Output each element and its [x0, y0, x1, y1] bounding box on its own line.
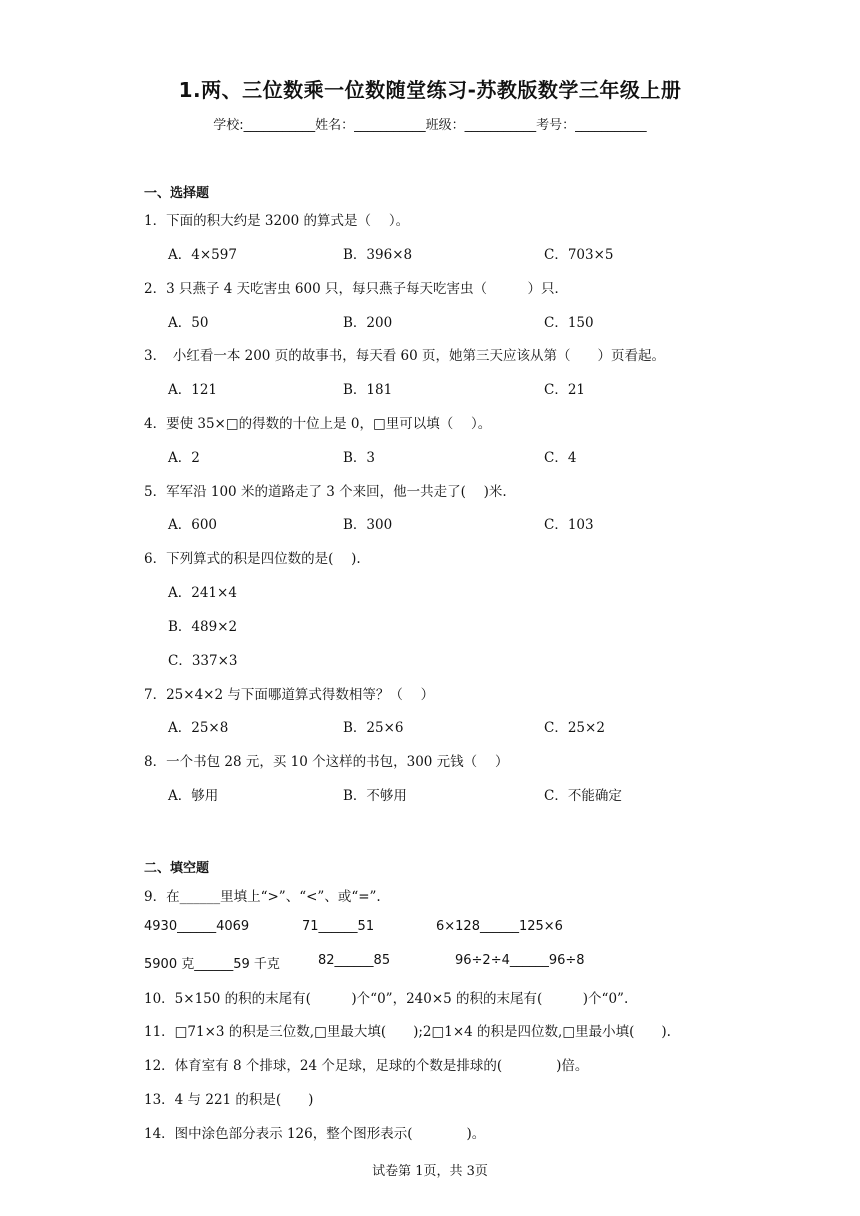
q2-option-b: B．200 [343, 315, 393, 331]
question-3: 3． 小红看一本 200 页的故事书，每天看 60 页，她第三天应该从第（ ）页看起。 [144, 348, 665, 364]
q3-option-c: C．21 [544, 382, 586, 398]
q6-option-c: C．337×3 [168, 653, 238, 669]
question-7: 7．25×4×2 与下面哪道算式得数相等？（ ） [144, 687, 435, 703]
q8-option-a: A．够用 [168, 788, 219, 804]
q5-option-c: C．103 [544, 517, 594, 533]
q9-compare-3: 6×128______125×6 [436, 919, 563, 934]
question-9: 9．在______里填上“>”、“<”、或“=”. [144, 889, 381, 905]
section-heading-fill: 二、填空题 [144, 861, 210, 876]
q2-option-a: A．50 [168, 315, 209, 331]
question-1: 1．下面的积大约是 3200 的算式是（ ）。 [144, 213, 410, 229]
q4-option-c: C．4 [544, 450, 577, 466]
section-heading-choice: 一、选择题 [144, 186, 210, 201]
q5-option-b: B．300 [343, 517, 393, 533]
q7-option-b: B．25×6 [343, 720, 404, 736]
q8-option-b: B．不够用 [343, 788, 407, 804]
q1-option-b: B．396×8 [343, 247, 413, 263]
q1-option-a: A．4×597 [168, 247, 237, 263]
question-12: 12．体育室有 8 个排球，24 个足球，足球的个数是排球的( )倍。 [144, 1058, 589, 1074]
question-10: 10．5×150 的积的末尾有( )个“0”，240×5 的积的末尾有( )个“0”. [144, 991, 629, 1007]
page-title: 1.两、三位数乘一位数随堂练习-苏教版数学三年级上册 [178, 78, 682, 102]
question-5: 5．军军沿 100 米的道路走了 3 个来回，他一共走了( )米. [144, 484, 507, 500]
q4-option-b: B．3 [343, 450, 376, 466]
q8-option-c: C．不能确定 [544, 788, 622, 804]
question-13: 13．4 与 221 的积是( ) [144, 1092, 314, 1108]
page-footer: 试卷第 1页，共 3页 [372, 1164, 488, 1179]
q9-compare-5: 82______85 [318, 953, 391, 968]
question-6: 6．下列算式的积是四位数的是( ). [144, 551, 361, 567]
q6-option-b: B．489×2 [168, 619, 238, 635]
student-info-line: 学校:___________姓名：___________班级：___________考号：___________ [213, 118, 647, 133]
question-14: 14．图中涂色部分表示 126，整个图形表示( )。 [144, 1126, 486, 1142]
q6-option-a: A．241×4 [168, 585, 237, 601]
question-8: 8．一个书包 28 元，买 10 个这样的书包，300 元钱（ ） [144, 754, 509, 770]
q5-option-a: A．600 [168, 517, 218, 533]
q9-compare-4: 5900 克______59 千克 [144, 957, 280, 972]
question-11: 11．□71×3 的积是三位数,□里最大填( );2□1×4 的积是四位数,□里最小填( ). [144, 1024, 671, 1040]
q3-option-b: B．181 [343, 382, 393, 398]
q7-option-c: C．25×2 [544, 720, 605, 736]
q3-option-a: A．121 [168, 382, 218, 398]
question-2: 2．3 只燕子 4 天吃害虫 600 只，每只燕子每天吃害虫（ ）只． [144, 281, 568, 297]
q9-compare-2: 71______51 [302, 919, 375, 934]
q2-option-c: C．150 [544, 315, 594, 331]
q4-option-a: A．2 [168, 450, 200, 466]
question-4: 4．要使 35×□的得数的十位上是 0，□里可以填（ ）。 [144, 416, 492, 432]
q1-option-c: C．703×5 [544, 247, 614, 263]
q9-compare-1: 4930______4069 [144, 919, 250, 934]
q7-option-a: A．25×8 [168, 720, 229, 736]
q9-compare-6: 96÷2÷4______96÷8 [455, 953, 585, 968]
